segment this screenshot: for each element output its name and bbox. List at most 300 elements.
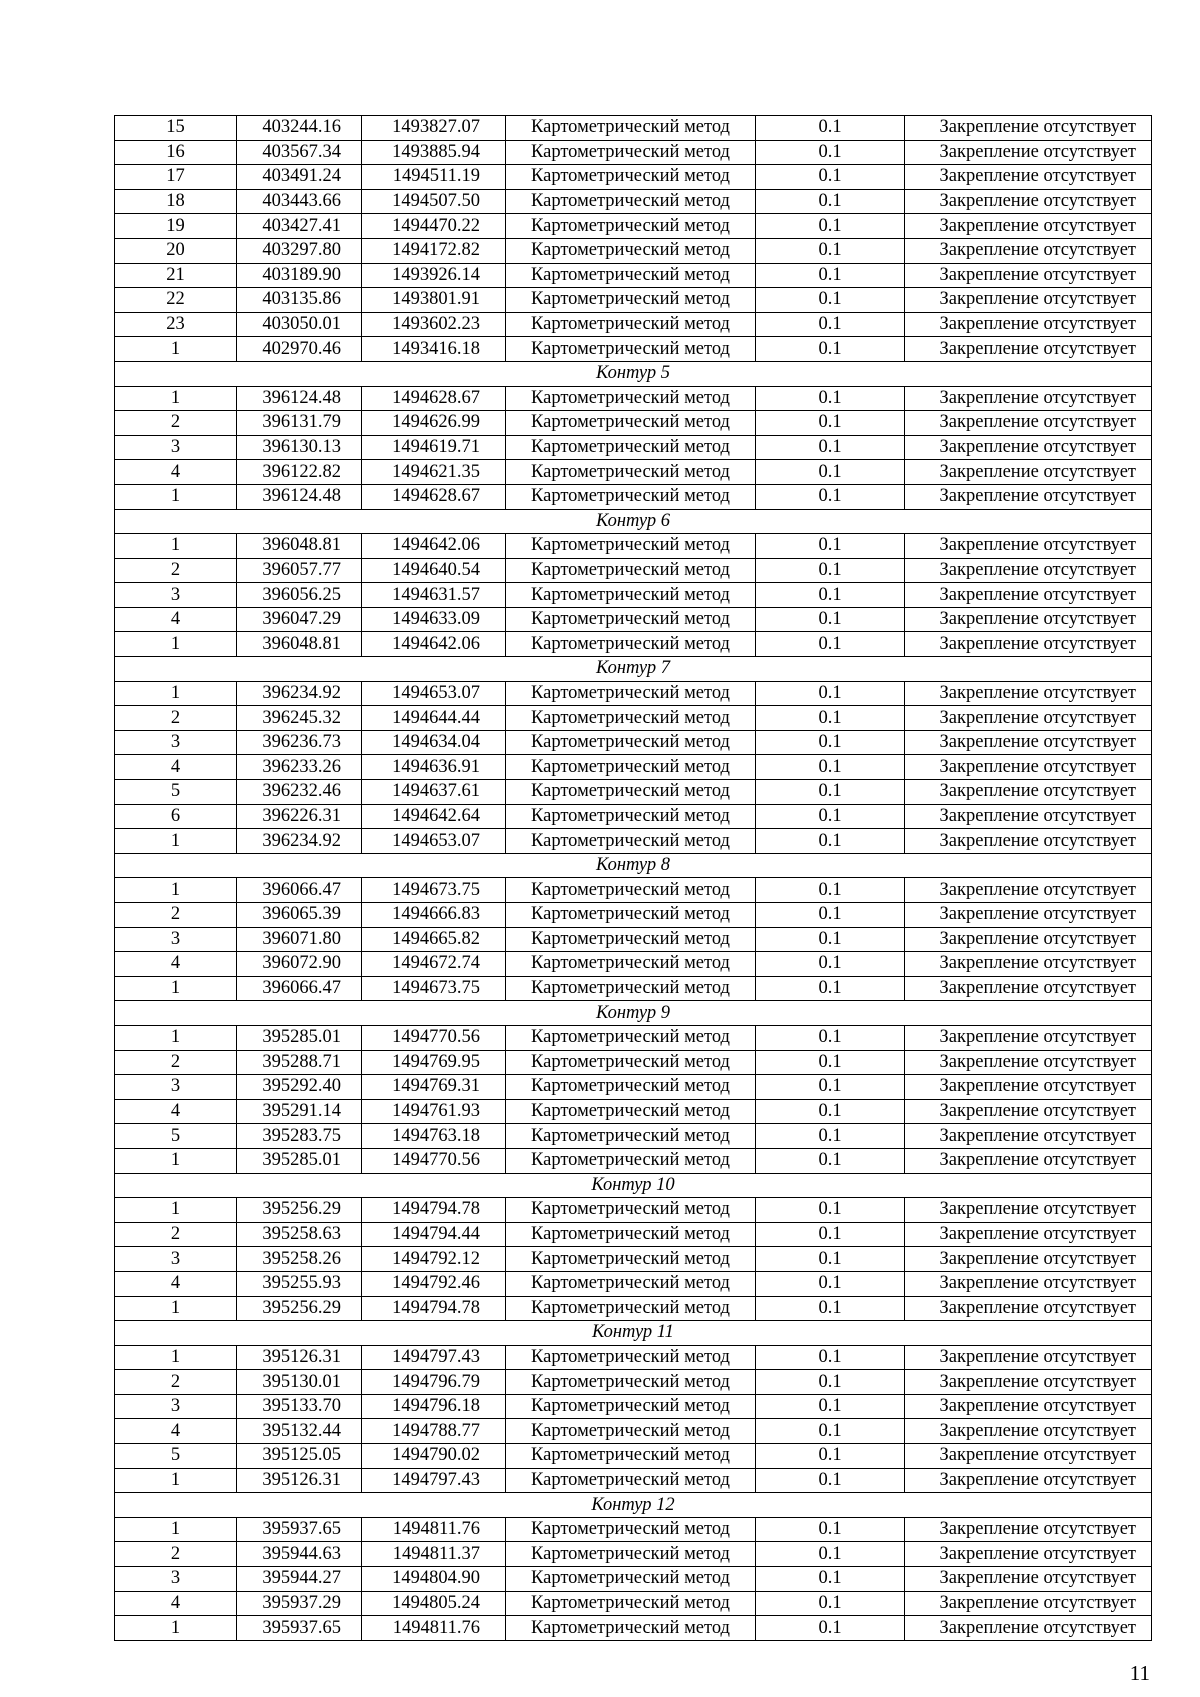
point-number-cell: 3 <box>115 1075 237 1100</box>
method-cell: Картометрический метод <box>506 1075 756 1100</box>
method-cell: Картометрический метод <box>506 534 756 559</box>
table-row <box>115 1247 1152 1272</box>
fixation-cell: Закрепление отсутствует <box>905 1124 1152 1149</box>
point-number-cell: 3 <box>115 1247 237 1272</box>
table-row <box>115 386 1152 411</box>
table-row <box>115 1025 1152 1050</box>
contour-label: Контур 12 <box>115 1493 1152 1518</box>
y-coordinate-cell: 1494788.77 <box>362 1419 506 1444</box>
table-row <box>115 804 1152 829</box>
table-row <box>115 1075 1152 1100</box>
accuracy-cell: 0.1 <box>756 952 905 977</box>
fixation-cell: Закрепление отсутствует <box>905 681 1152 706</box>
table-row <box>115 1419 1152 1444</box>
fixation-cell: Закрепление отсутствует <box>905 1591 1152 1616</box>
accuracy-cell: 0.1 <box>756 411 905 436</box>
table-row <box>115 435 1152 460</box>
accuracy-cell: 0.1 <box>756 1247 905 1272</box>
accuracy-cell: 0.1 <box>756 1370 905 1395</box>
point-number-cell: 1 <box>115 484 237 509</box>
table-row <box>115 1099 1152 1124</box>
table-row <box>115 583 1152 608</box>
x-coordinate-cell: 403135.86 <box>237 288 362 313</box>
accuracy-cell: 0.1 <box>756 1591 905 1616</box>
point-number-cell: 19 <box>115 214 237 239</box>
x-coordinate-cell: 395126.31 <box>237 1345 362 1370</box>
accuracy-cell: 0.1 <box>756 116 905 141</box>
fixation-cell: Закрепление отсутствует <box>905 116 1152 141</box>
x-coordinate-cell: 396066.47 <box>237 976 362 1001</box>
fixation-cell: Закрепление отсутствует <box>905 1616 1152 1641</box>
method-cell: Картометрический метод <box>506 214 756 239</box>
table-row <box>115 681 1152 706</box>
point-number-cell: 1 <box>115 976 237 1001</box>
page-number: 11 <box>1129 1661 1150 1685</box>
y-coordinate-cell: 1494790.02 <box>362 1444 506 1469</box>
y-coordinate-cell: 1494665.82 <box>362 927 506 952</box>
accuracy-cell: 0.1 <box>756 337 905 362</box>
x-coordinate-cell: 403427.41 <box>237 214 362 239</box>
y-coordinate-cell: 1494673.75 <box>362 976 506 1001</box>
accuracy-cell: 0.1 <box>756 780 905 805</box>
fixation-cell: Закрепление отсутствует <box>905 1370 1152 1395</box>
x-coordinate-cell: 396234.92 <box>237 829 362 854</box>
x-coordinate-cell: 395288.71 <box>237 1050 362 1075</box>
table-row <box>115 730 1152 755</box>
method-cell: Картометрический метод <box>506 804 756 829</box>
method-cell: Картометрический метод <box>506 1198 756 1223</box>
accuracy-cell: 0.1 <box>756 681 905 706</box>
method-cell: Картометрический метод <box>506 1616 756 1641</box>
contour-header-row <box>115 509 1152 534</box>
y-coordinate-cell: 1494642.06 <box>362 534 506 559</box>
y-coordinate-cell: 1494794.78 <box>362 1198 506 1223</box>
table-row <box>115 829 1152 854</box>
table-row <box>115 1591 1152 1616</box>
y-coordinate-cell: 1494621.35 <box>362 460 506 485</box>
x-coordinate-cell: 395133.70 <box>237 1394 362 1419</box>
y-coordinate-cell: 1494769.31 <box>362 1075 506 1100</box>
y-coordinate-cell: 1494507.50 <box>362 189 506 214</box>
method-cell: Картометрический метод <box>506 411 756 436</box>
x-coordinate-cell: 396122.82 <box>237 460 362 485</box>
method-cell: Картометрический метод <box>506 140 756 165</box>
x-coordinate-cell: 396056.25 <box>237 583 362 608</box>
fixation-cell: Закрепление отсутствует <box>905 976 1152 1001</box>
method-cell: Картометрический метод <box>506 1025 756 1050</box>
accuracy-cell: 0.1 <box>756 214 905 239</box>
y-coordinate-cell: 1494636.91 <box>362 755 506 780</box>
table-row <box>115 1517 1152 1542</box>
fixation-cell: Закрепление отсутствует <box>905 189 1152 214</box>
y-coordinate-cell: 1494794.44 <box>362 1222 506 1247</box>
table-row <box>115 927 1152 952</box>
fixation-cell: Закрепление отсутствует <box>905 1296 1152 1321</box>
fixation-cell: Закрепление отсутствует <box>905 1468 1152 1493</box>
method-cell: Картометрический метод <box>506 1419 756 1444</box>
point-number-cell: 2 <box>115 706 237 731</box>
fixation-cell: Закрепление отсутствует <box>905 288 1152 313</box>
method-cell: Картометрический метод <box>506 337 756 362</box>
x-coordinate-cell: 396047.29 <box>237 607 362 632</box>
fixation-cell: Закрепление отсутствует <box>905 1050 1152 1075</box>
method-cell: Картометрический метод <box>506 435 756 460</box>
method-cell: Картометрический метод <box>506 1394 756 1419</box>
table-row <box>115 1271 1152 1296</box>
x-coordinate-cell: 395285.01 <box>237 1025 362 1050</box>
contour-header-row <box>115 361 1152 386</box>
x-coordinate-cell: 396234.92 <box>237 681 362 706</box>
point-number-cell: 16 <box>115 140 237 165</box>
x-coordinate-cell: 395132.44 <box>237 1419 362 1444</box>
accuracy-cell: 0.1 <box>756 1124 905 1149</box>
y-coordinate-cell: 1494628.67 <box>362 386 506 411</box>
point-number-cell: 1 <box>115 1517 237 1542</box>
x-coordinate-cell: 403491.24 <box>237 165 362 190</box>
method-cell: Картометрический метод <box>506 189 756 214</box>
y-coordinate-cell: 1494634.04 <box>362 730 506 755</box>
accuracy-cell: 0.1 <box>756 460 905 485</box>
contour-header-row <box>115 1321 1152 1346</box>
y-coordinate-cell: 1494761.93 <box>362 1099 506 1124</box>
x-coordinate-cell: 396066.47 <box>237 878 362 903</box>
y-coordinate-cell: 1494631.57 <box>362 583 506 608</box>
method-cell: Картометрический метод <box>506 1542 756 1567</box>
point-number-cell: 4 <box>115 1591 237 1616</box>
table-row <box>115 1567 1152 1592</box>
method-cell: Картометрический метод <box>506 1444 756 1469</box>
table-row <box>115 903 1152 928</box>
method-cell: Картометрический метод <box>506 706 756 731</box>
x-coordinate-cell: 395283.75 <box>237 1124 362 1149</box>
x-coordinate-cell: 403297.80 <box>237 238 362 263</box>
contour-header-row <box>115 1173 1152 1198</box>
fixation-cell: Закрепление отсутствует <box>905 952 1152 977</box>
accuracy-cell: 0.1 <box>756 386 905 411</box>
x-coordinate-cell: 403567.34 <box>237 140 362 165</box>
method-cell: Картометрический метод <box>506 1050 756 1075</box>
fixation-cell: Закрепление отсутствует <box>905 1444 1152 1469</box>
table-row <box>115 878 1152 903</box>
fixation-cell: Закрепление отсутствует <box>905 903 1152 928</box>
accuracy-cell: 0.1 <box>756 1050 905 1075</box>
contour-header-row <box>115 657 1152 682</box>
table-row <box>115 312 1152 337</box>
accuracy-cell: 0.1 <box>756 878 905 903</box>
accuracy-cell: 0.1 <box>756 1444 905 1469</box>
method-cell: Картометрический метод <box>506 780 756 805</box>
y-coordinate-cell: 1494805.24 <box>362 1591 506 1616</box>
y-coordinate-cell: 1493827.07 <box>362 116 506 141</box>
method-cell: Картометрический метод <box>506 116 756 141</box>
accuracy-cell: 0.1 <box>756 706 905 731</box>
accuracy-cell: 0.1 <box>756 288 905 313</box>
y-coordinate-cell: 1494653.07 <box>362 829 506 854</box>
accuracy-cell: 0.1 <box>756 140 905 165</box>
x-coordinate-cell: 395256.29 <box>237 1296 362 1321</box>
accuracy-cell: 0.1 <box>756 1517 905 1542</box>
x-coordinate-cell: 396130.13 <box>237 435 362 460</box>
x-coordinate-cell: 395937.65 <box>237 1517 362 1542</box>
method-cell: Картометрический метод <box>506 1345 756 1370</box>
fixation-cell: Закрепление отсутствует <box>905 780 1152 805</box>
point-number-cell: 1 <box>115 1468 237 1493</box>
method-cell: Картометрический метод <box>506 1567 756 1592</box>
point-number-cell: 3 <box>115 583 237 608</box>
fixation-cell: Закрепление отсутствует <box>905 730 1152 755</box>
x-coordinate-cell: 396072.90 <box>237 952 362 977</box>
point-number-cell: 17 <box>115 165 237 190</box>
y-coordinate-cell: 1494640.54 <box>362 558 506 583</box>
method-cell: Картометрический метод <box>506 263 756 288</box>
table-row <box>115 1198 1152 1223</box>
accuracy-cell: 0.1 <box>756 1542 905 1567</box>
y-coordinate-cell: 1493602.23 <box>362 312 506 337</box>
fixation-cell: Закрепление отсутствует <box>905 755 1152 780</box>
fixation-cell: Закрепление отсутствует <box>905 411 1152 436</box>
y-coordinate-cell: 1494797.43 <box>362 1468 506 1493</box>
point-number-cell: 4 <box>115 460 237 485</box>
y-coordinate-cell: 1494769.95 <box>362 1050 506 1075</box>
table-row <box>115 1148 1152 1173</box>
method-cell: Картометрический метод <box>506 238 756 263</box>
point-number-cell: 23 <box>115 312 237 337</box>
fixation-cell: Закрепление отсутствует <box>905 214 1152 239</box>
accuracy-cell: 0.1 <box>756 165 905 190</box>
accuracy-cell: 0.1 <box>756 1567 905 1592</box>
method-cell: Картометрический метод <box>506 1271 756 1296</box>
x-coordinate-cell: 403443.66 <box>237 189 362 214</box>
method-cell: Картометрический метод <box>506 1370 756 1395</box>
table-row <box>115 189 1152 214</box>
method-cell: Картометрический метод <box>506 1222 756 1247</box>
fixation-cell: Закрепление отсутствует <box>905 607 1152 632</box>
fixation-cell: Закрепление отсутствует <box>905 238 1152 263</box>
table-row <box>115 558 1152 583</box>
fixation-cell: Закрепление отсутствует <box>905 312 1152 337</box>
accuracy-cell: 0.1 <box>756 632 905 657</box>
method-cell: Картометрический метод <box>506 1591 756 1616</box>
method-cell: Картометрический метод <box>506 976 756 1001</box>
fixation-cell: Закрепление отсутствует <box>905 706 1152 731</box>
point-number-cell: 1 <box>115 829 237 854</box>
x-coordinate-cell: 395258.63 <box>237 1222 362 1247</box>
point-number-cell: 1 <box>115 1345 237 1370</box>
y-coordinate-cell: 1494172.82 <box>362 238 506 263</box>
fixation-cell: Закрепление отсутствует <box>905 1025 1152 1050</box>
contour-label: Контур 8 <box>115 853 1152 878</box>
fixation-cell: Закрепление отсутствует <box>905 1222 1152 1247</box>
table-row <box>115 1370 1152 1395</box>
point-number-cell: 1 <box>115 1025 237 1050</box>
method-cell: Картометрический метод <box>506 312 756 337</box>
method-cell: Картометрический метод <box>506 681 756 706</box>
y-coordinate-cell: 1494811.76 <box>362 1616 506 1641</box>
fixation-cell: Закрепление отсутствует <box>905 435 1152 460</box>
accuracy-cell: 0.1 <box>756 534 905 559</box>
y-coordinate-cell: 1494642.64 <box>362 804 506 829</box>
accuracy-cell: 0.1 <box>756 903 905 928</box>
method-cell: Картометрический метод <box>506 1099 756 1124</box>
x-coordinate-cell: 396071.80 <box>237 927 362 952</box>
table-row <box>115 1124 1152 1149</box>
accuracy-cell: 0.1 <box>756 829 905 854</box>
fixation-cell: Закрепление отсутствует <box>905 460 1152 485</box>
y-coordinate-cell: 1494804.90 <box>362 1567 506 1592</box>
point-number-cell: 2 <box>115 1542 237 1567</box>
method-cell: Картометрический метод <box>506 607 756 632</box>
accuracy-cell: 0.1 <box>756 1271 905 1296</box>
table-row <box>115 288 1152 313</box>
method-cell: Картометрический метод <box>506 558 756 583</box>
table-row <box>115 976 1152 1001</box>
point-number-cell: 1 <box>115 386 237 411</box>
contour-header-row <box>115 1001 1152 1026</box>
point-number-cell: 2 <box>115 1050 237 1075</box>
fixation-cell: Закрепление отсутствует <box>905 534 1152 559</box>
y-coordinate-cell: 1494811.76 <box>362 1517 506 1542</box>
method-cell: Картометрический метод <box>506 927 756 952</box>
x-coordinate-cell: 395944.63 <box>237 1542 362 1567</box>
point-number-cell: 4 <box>115 1271 237 1296</box>
fixation-cell: Закрепление отсутствует <box>905 140 1152 165</box>
method-cell: Картометрический метод <box>506 878 756 903</box>
x-coordinate-cell: 395130.01 <box>237 1370 362 1395</box>
contour-label: Контур 9 <box>115 1001 1152 1026</box>
point-number-cell: 1 <box>115 1148 237 1173</box>
point-number-cell: 3 <box>115 435 237 460</box>
y-coordinate-cell: 1494626.99 <box>362 411 506 436</box>
accuracy-cell: 0.1 <box>756 755 905 780</box>
point-number-cell: 1 <box>115 1616 237 1641</box>
accuracy-cell: 0.1 <box>756 1296 905 1321</box>
accuracy-cell: 0.1 <box>756 1345 905 1370</box>
table-row <box>115 238 1152 263</box>
coordinates-table-body <box>115 116 1152 1641</box>
point-number-cell: 4 <box>115 607 237 632</box>
contour-header-row <box>115 853 1152 878</box>
table-row <box>115 263 1152 288</box>
x-coordinate-cell: 395291.14 <box>237 1099 362 1124</box>
accuracy-cell: 0.1 <box>756 435 905 460</box>
y-coordinate-cell: 1494642.06 <box>362 632 506 657</box>
point-number-cell: 1 <box>115 878 237 903</box>
fixation-cell: Закрепление отсутствует <box>905 263 1152 288</box>
contour-label: Контур 7 <box>115 657 1152 682</box>
table-row <box>115 1222 1152 1247</box>
fixation-cell: Закрепление отсутствует <box>905 583 1152 608</box>
y-coordinate-cell: 1494653.07 <box>362 681 506 706</box>
fixation-cell: Закрепление отсутствует <box>905 1567 1152 1592</box>
x-coordinate-cell: 395256.29 <box>237 1198 362 1223</box>
method-cell: Картометрический метод <box>506 460 756 485</box>
accuracy-cell: 0.1 <box>756 484 905 509</box>
fixation-cell: Закрепление отсутствует <box>905 1099 1152 1124</box>
y-coordinate-cell: 1494811.37 <box>362 1542 506 1567</box>
accuracy-cell: 0.1 <box>756 804 905 829</box>
x-coordinate-cell: 396057.77 <box>237 558 362 583</box>
fixation-cell: Закрепление отсутствует <box>905 1394 1152 1419</box>
y-coordinate-cell: 1494628.67 <box>362 484 506 509</box>
point-number-cell: 2 <box>115 411 237 436</box>
y-coordinate-cell: 1494672.74 <box>362 952 506 977</box>
point-number-cell: 3 <box>115 1394 237 1419</box>
y-coordinate-cell: 1493926.14 <box>362 263 506 288</box>
method-cell: Картометрический метод <box>506 1124 756 1149</box>
accuracy-cell: 0.1 <box>756 976 905 1001</box>
accuracy-cell: 0.1 <box>756 558 905 583</box>
method-cell: Картометрический метод <box>506 386 756 411</box>
method-cell: Картометрический метод <box>506 730 756 755</box>
y-coordinate-cell: 1494644.44 <box>362 706 506 731</box>
x-coordinate-cell: 396124.48 <box>237 484 362 509</box>
point-number-cell: 2 <box>115 903 237 928</box>
x-coordinate-cell: 395126.31 <box>237 1468 362 1493</box>
accuracy-cell: 0.1 <box>756 1148 905 1173</box>
point-number-cell: 4 <box>115 1099 237 1124</box>
table-row <box>115 1050 1152 1075</box>
contour-label: Контур 11 <box>115 1321 1152 1346</box>
x-coordinate-cell: 396236.73 <box>237 730 362 755</box>
y-coordinate-cell: 1494666.83 <box>362 903 506 928</box>
y-coordinate-cell: 1493416.18 <box>362 337 506 362</box>
x-coordinate-cell: 396048.81 <box>237 632 362 657</box>
method-cell: Картометрический метод <box>506 632 756 657</box>
y-coordinate-cell: 1494770.56 <box>362 1025 506 1050</box>
method-cell: Картометрический метод <box>506 903 756 928</box>
method-cell: Картометрический метод <box>506 288 756 313</box>
y-coordinate-cell: 1494673.75 <box>362 878 506 903</box>
table-row <box>115 1444 1152 1469</box>
contour-header-row <box>115 1493 1152 1518</box>
method-cell: Картометрический метод <box>506 1517 756 1542</box>
method-cell: Картометрический метод <box>506 1247 756 1272</box>
x-coordinate-cell: 395258.26 <box>237 1247 362 1272</box>
accuracy-cell: 0.1 <box>756 607 905 632</box>
accuracy-cell: 0.1 <box>756 1394 905 1419</box>
point-number-cell: 20 <box>115 238 237 263</box>
x-coordinate-cell: 396065.39 <box>237 903 362 928</box>
y-coordinate-cell: 1494770.56 <box>362 1148 506 1173</box>
accuracy-cell: 0.1 <box>756 1075 905 1100</box>
accuracy-cell: 0.1 <box>756 730 905 755</box>
fixation-cell: Закрепление отсутствует <box>905 878 1152 903</box>
table-row <box>115 165 1152 190</box>
x-coordinate-cell: 396048.81 <box>237 534 362 559</box>
accuracy-cell: 0.1 <box>756 1099 905 1124</box>
point-number-cell: 2 <box>115 1222 237 1247</box>
y-coordinate-cell: 1494511.19 <box>362 165 506 190</box>
fixation-cell: Закрепление отсутствует <box>905 632 1152 657</box>
table-row <box>115 607 1152 632</box>
table-row <box>115 140 1152 165</box>
table-row <box>115 706 1152 731</box>
table-row <box>115 755 1152 780</box>
fixation-cell: Закрепление отсутствует <box>905 1542 1152 1567</box>
y-coordinate-cell: 1494763.18 <box>362 1124 506 1149</box>
accuracy-cell: 0.1 <box>756 1468 905 1493</box>
point-number-cell: 3 <box>115 730 237 755</box>
x-coordinate-cell: 402970.46 <box>237 337 362 362</box>
fixation-cell: Закрепление отсутствует <box>905 1271 1152 1296</box>
coordinates-table <box>114 115 1152 1641</box>
method-cell: Картометрический метод <box>506 1468 756 1493</box>
method-cell: Картометрический метод <box>506 583 756 608</box>
x-coordinate-cell: 395125.05 <box>237 1444 362 1469</box>
accuracy-cell: 0.1 <box>756 1222 905 1247</box>
table-row <box>115 484 1152 509</box>
point-number-cell: 2 <box>115 1370 237 1395</box>
